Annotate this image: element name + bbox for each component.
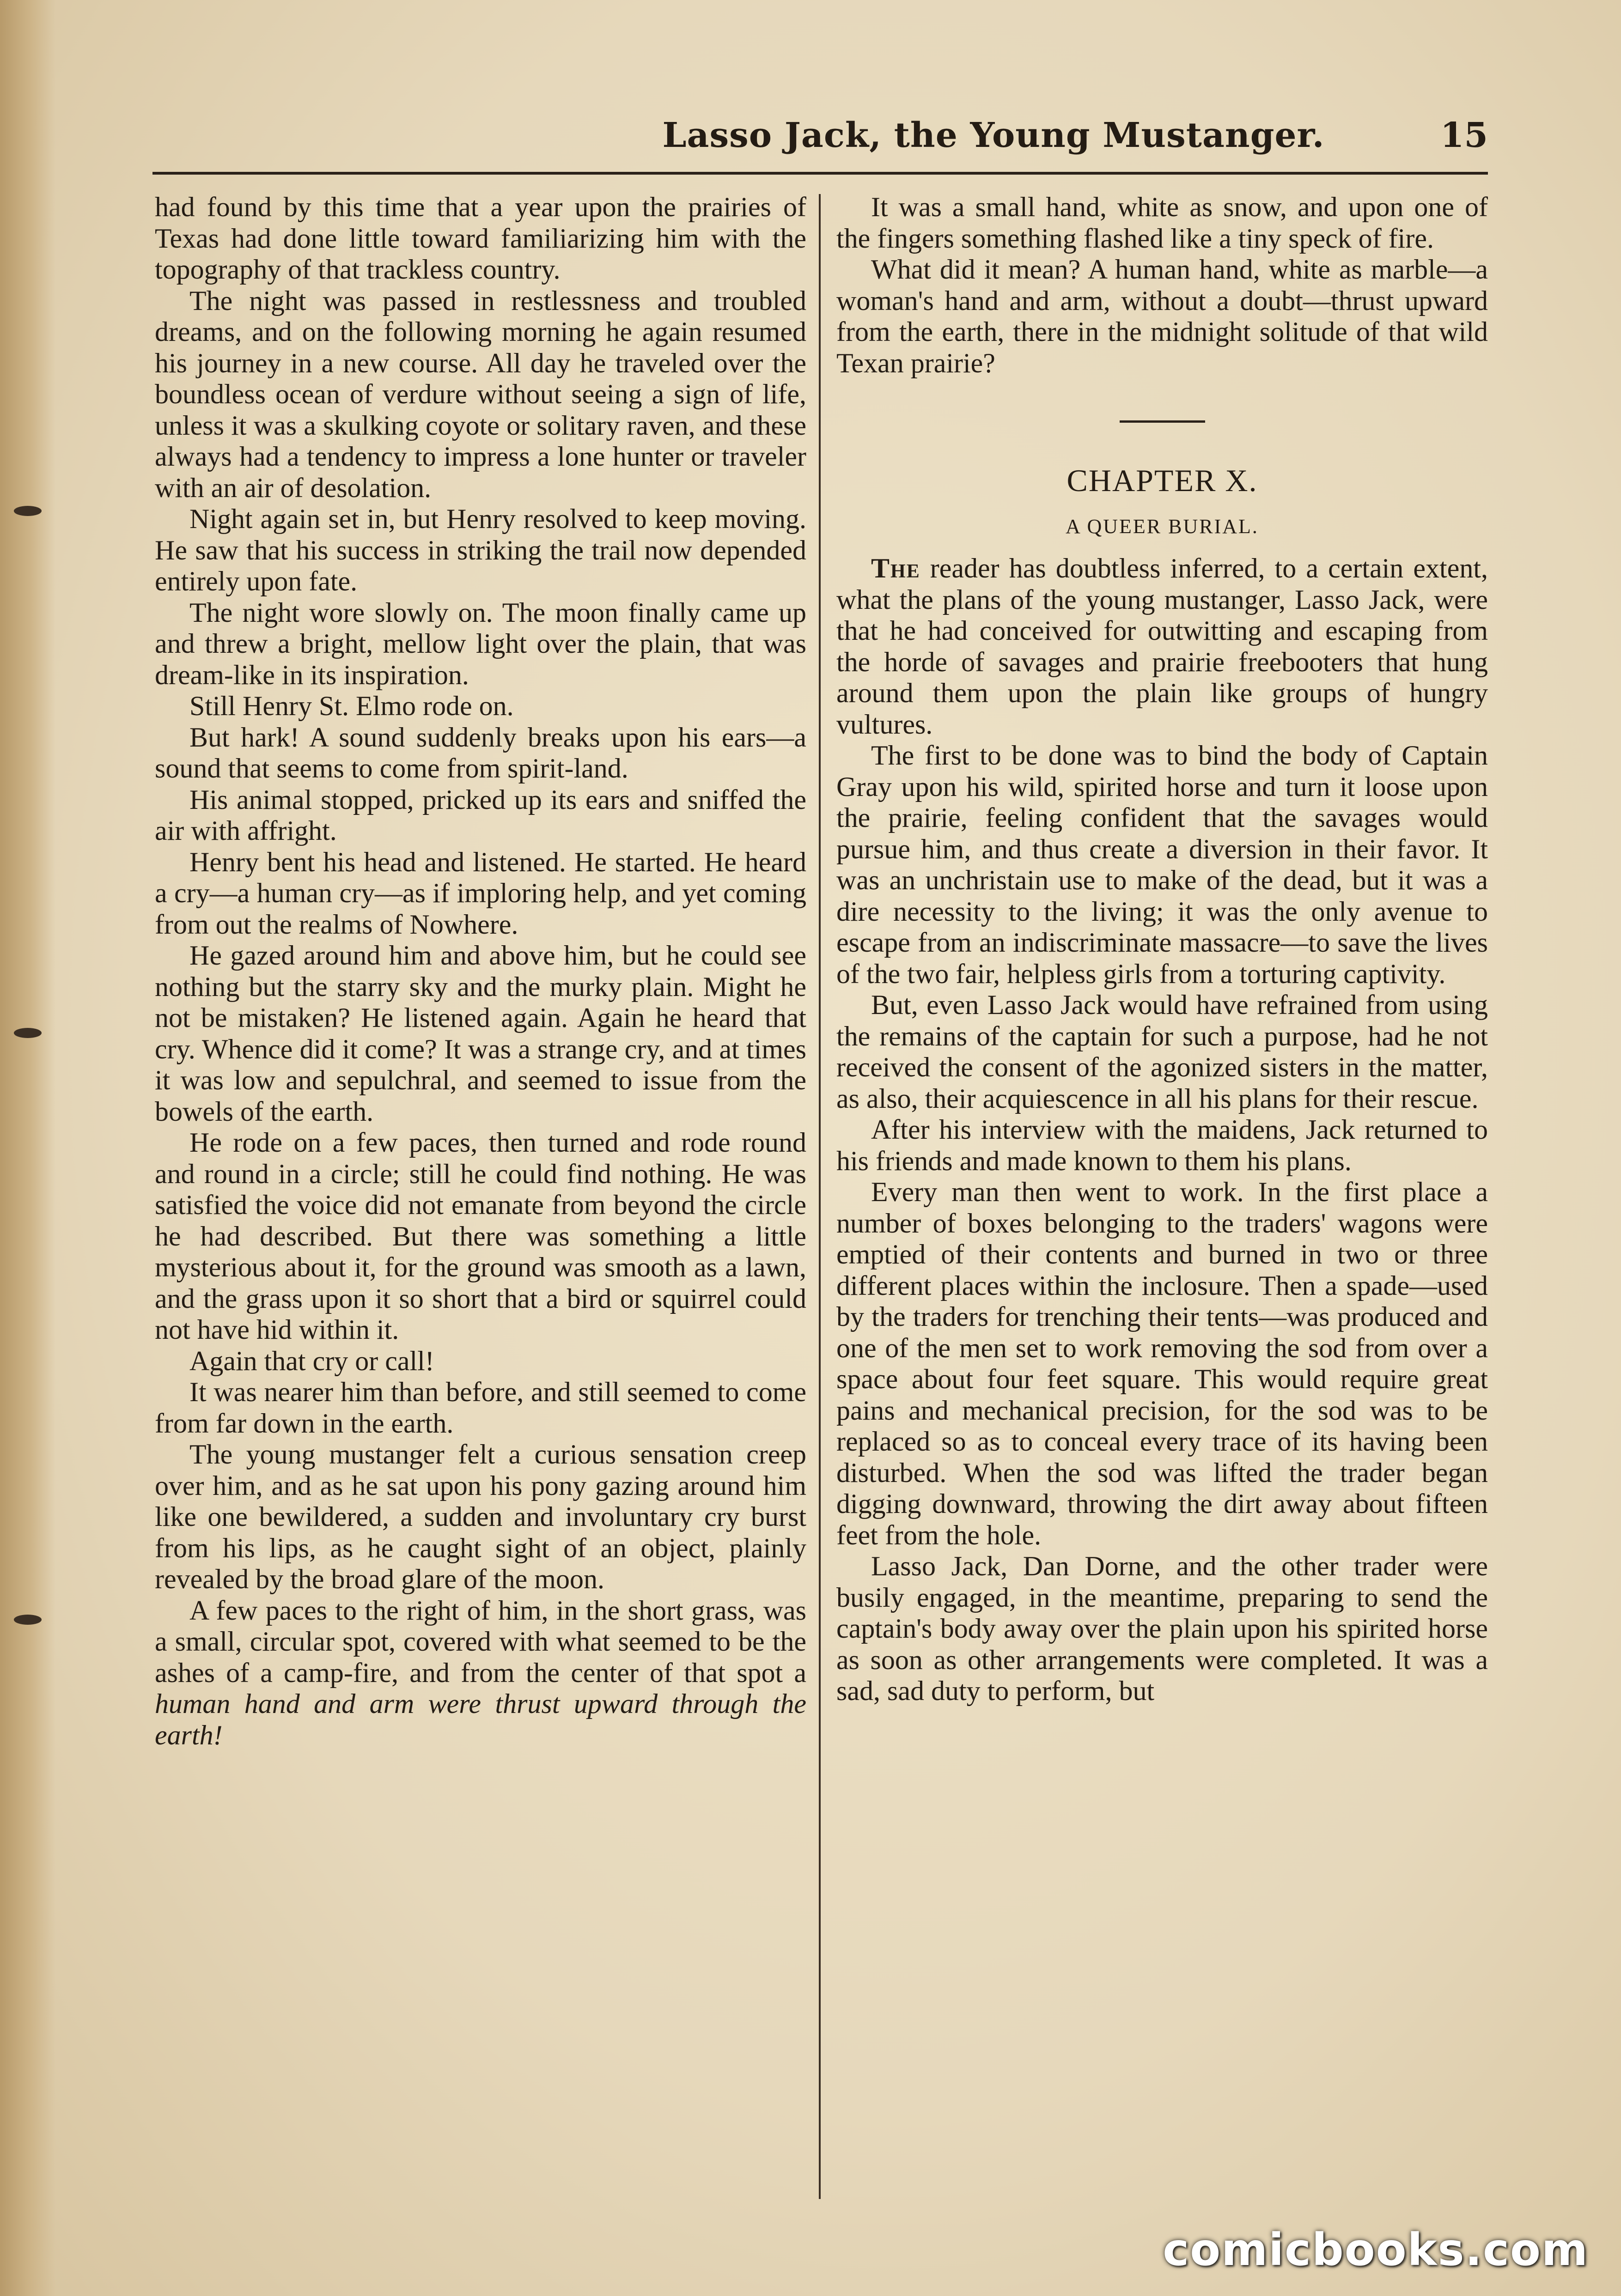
paragraph: He rode on a few paces, then turned and rode round and round in a circle; still he could find nothing. He was satisfied the voice did not emanate from beyond the circle he had described. But there was something a little mysterious about it, for the ground was smooth as a lawn, and the grass upon it so short that a bird or squirrel could not have hid within it. — [155, 1127, 806, 1345]
paragraph: But, even Lasso Jack would have refrained from using the remains of the captain for such a purpose, had he not received the consent of the agonized sisters in the matter, as also, their acquiescence in all his plans for their rescue. — [836, 990, 1488, 1114]
paragraph: Henry bent his head and listened. He started. He heard a cry—a human cry—as if imploring help, and yet coming from out the realms of Nowhere. — [155, 846, 806, 940]
paragraph: Every man then went to work. In the first place a number of boxes belonging to the traders' wagons were emptied of their contents and burned in two or three different places within the inclosure. Then a spade—used by the traders for trenching their tents—was produced and one of the men set to work removing the sod from over a space about four feet square. This would require great pains and mechanical precision, for the sod was to be replaced so as to conceal every trace of its having been disturbed. When the sod was lifted the trader began digging downward, throwing the dirt away about fifteen feet from the hole. — [836, 1177, 1488, 1550]
page-number: 15 — [1440, 115, 1488, 155]
paragraph: The first to be done was to bind the body of Captain Gray upon his wild, spirited horse and turn it loose upon the prairie, feeling confident that the savages would pursue him, and thus create a diversion in their favor. It was an unchristain use to make of the dead, but it was a dire necessity to the living; it was the only avenue to escape from an indiscriminate massacre—to save the lives of the two fair, helpless girls from a torturing captivity. — [836, 740, 1488, 989]
binding-edge — [0, 0, 55, 2296]
watermark: comicbooks.com — [1163, 2224, 1589, 2276]
right-column — [836, 192, 1488, 1707]
paragraph: He gazed around him and above him, but he could see nothing but the starry sky and the murky plain. Might he not be mistaken? He listened again. Again he heard that cry. Whence did it come? It was a strange cry, and at times it was low and sepulchral, and seemed to issue from the bowels of the earth. — [155, 940, 806, 1127]
paragraph-text: A few paces to the right of him, in the short grass, was a small, circular spot, covered with what seemed to be the ashes of a camp-fire, and from the center of that spot a — [155, 1595, 806, 1688]
paragraph: Night again set in, but Henry resolved to keep moving. He saw that his success in striking the trail now depended entirely upon fate. — [155, 504, 806, 596]
paragraph: After his interview with the maidens, Jack returned to his friends and made known to them his plans. — [836, 1114, 1488, 1176]
paragraph: Lasso Jack, Dan Dorne, and the other trader were busily engaged, in the meantime, preparing to send the captain's body away over the plain upon his spirited horse as soon as other arrangements were completed. It was a sad, sad duty to perform, but — [836, 1551, 1488, 1706]
staple-mark — [14, 1028, 42, 1038]
paragraph: The night was passed in restlessness and troubled dreams, and on the following morning he again resumed his journey in a new course. All day he traveled over the boundless ocean of verdure without seeing a sign of life, unless it was a skulking coyote or solitary raven, and these always had a tendency to impress a lone hunter or traveler with an air of desolation. — [155, 285, 806, 503]
paragraph: His animal stopped, pricked up its ears and sniffed the air with affright. — [155, 784, 806, 846]
left-column — [155, 192, 806, 1751]
paragraph — [155, 1595, 806, 1751]
paragraph: But hark! A sound suddenly breaks upon his ears—a sound that seems to come from spirit-land. — [155, 722, 806, 784]
chapter-divider — [1120, 420, 1205, 423]
header-rule — [152, 172, 1488, 175]
paragraph: had found by this time that a year upon the prairies of Texas had done little toward familiarizing him with the topography of that trackless country. — [155, 192, 806, 285]
paragraph: What did it mean? A human hand, white as marble—a woman's hand and arm, without a doubt—thrust upward from the earth, there in the midnight solitude of that wild Texan prairie? — [836, 254, 1488, 378]
running-title: Lasso Jack, the Young Mustanger. — [662, 115, 1325, 155]
staple-mark — [14, 1615, 42, 1625]
paragraph-text: reader has doubtless inferred, to a certain extent, what the plans of the young mustanger, Lasso Jack, were that he had conceived for outwitting and escaping from the horde of savages and prairie freebooters that hung around them upon the plain like groups of hungry vultures. — [836, 553, 1488, 740]
italic-text: human hand and arm were thrust upward through the earth! — [155, 1689, 806, 1750]
paragraph: Again that cry or call! — [189, 1345, 434, 1376]
paragraph: The night wore slowly on. The moon finally came up and threw a bright, mellow light over the plain, that was dream-like in its inspiration. — [155, 597, 806, 690]
paragraph: Still Henry St. Elmo rode on. — [189, 691, 514, 721]
chapter-subtitle: A QUEER BURIAL. — [1066, 515, 1259, 538]
staple-mark — [14, 506, 42, 516]
first-word: The — [871, 553, 920, 583]
paragraph: It was a small hand, white as snow, and upon one of the fingers something flashed like a tiny speck of fire. — [836, 192, 1488, 254]
paragraph: It was nearer him than before, and still seemed to come from far down in the earth. — [155, 1377, 806, 1439]
paragraph: The young mustanger felt a curious sensation creep over him, and as he sat upon his pony gazing around him like one bewildered, a sudden and involuntary cry burst from his lips, as he caught sight of an object, plainly revealed by the broad glare of the moon. — [155, 1439, 806, 1594]
paragraph — [836, 553, 1488, 740]
chapter-title: CHAPTER X. — [1066, 463, 1258, 498]
column-rule — [819, 194, 821, 2199]
